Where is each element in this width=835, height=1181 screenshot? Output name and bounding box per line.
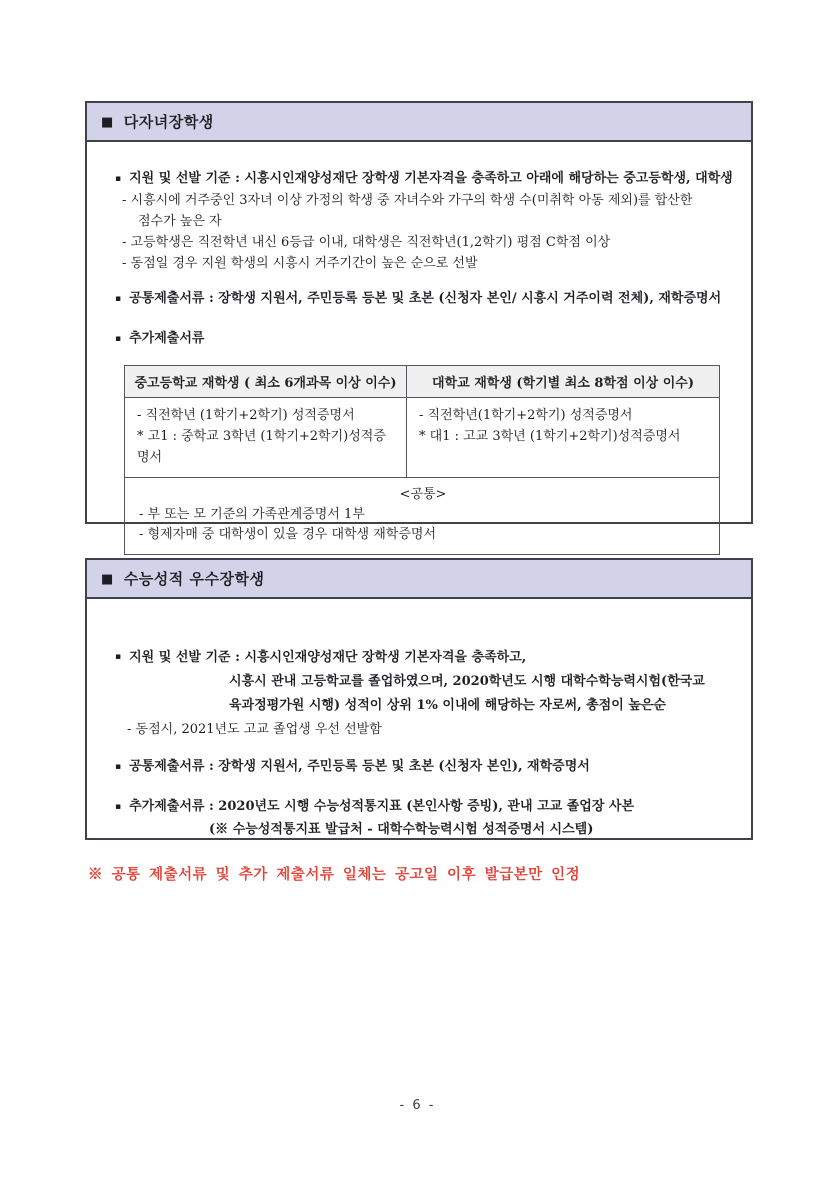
cell-line: * 대1 : 고교 3학년 (1학기+2학기)성적증명서 <box>419 429 681 444</box>
table-common-row <box>125 478 720 555</box>
table-body-row <box>125 398 720 478</box>
common-docs-line <box>115 756 737 778</box>
extra-docs-table <box>124 365 720 555</box>
criteria-sub-line: - 고등학생은 직전학년 내신 6등급 이내, 대학생은 직전학년(1,2학기) 평점 C학점 이상 <box>122 235 611 250</box>
section-multichild-scholarship <box>85 101 753 542</box>
criteria-continuation: 육과정평가원 시행) 성적이 상위 1% 이내에 해당하는 자로써, 총점이 높은순 <box>229 698 666 713</box>
criteria-sub-line: - 동점시, 2021년도 고교 졸업생 우선 선발함 <box>127 722 382 737</box>
page-number: - 6 - <box>399 1098 436 1113</box>
criteria-bullet-line <box>115 168 737 190</box>
bullet-square-icon: ▪ <box>115 762 122 772</box>
section-header-multichild <box>87 103 751 142</box>
extra-docs-continuation: (※ 수능성적통지표 발급처 - 대학수학능력시험 성적증명서 시스템) <box>209 822 594 837</box>
section-body-multichild <box>87 142 751 555</box>
table-cell-middle-high <box>125 398 407 478</box>
cell-line: - 직전학년(1학기+2학기) 성적증명서 <box>419 408 633 423</box>
bullet-square-icon: ▪ <box>115 652 122 662</box>
table-header-row <box>125 366 720 398</box>
extra-docs-label: 추가제출서류 <box>129 331 205 346</box>
criteria-bullet-line <box>115 646 737 670</box>
section-marker-icon: ■ <box>101 115 114 130</box>
criteria-continuation: 시흥시 관내 고등학교를 졸업하였으며, 2020학년도 시행 대학수학능력시험(한국교 <box>229 674 705 689</box>
red-notice-text: ※ 공통 제출서류 및 추가 제출서류 일체는 공고일 이후 발급본만 인정 <box>88 866 581 883</box>
extra-docs-text: 추가제출서류 : 2020년도 시행 수능성적통지표 (본인사항 증빙), 관내 고교 졸업장 사본 <box>129 799 635 814</box>
section-title: 다자녀장학생 <box>123 113 214 131</box>
bullet-square-icon: ▪ <box>115 802 122 812</box>
bullet-square-icon: ▪ <box>115 294 122 304</box>
common-cell-line: - 부 또는 모 기준의 가족관계증명서 1부 <box>139 507 365 522</box>
common-cell-title: <공통> <box>399 487 447 502</box>
extra-docs-line <box>115 796 737 818</box>
table-cell-university <box>407 398 720 478</box>
section-title: 수능성적 우수장학생 <box>123 570 265 588</box>
criteria-text: 지원 및 선발 기준 : 시흥시인재양성재단 장학생 기본자격을 충족하고 아래에 해당하는 중고등학생, 대학생 <box>129 171 733 186</box>
section-csat-scholarship <box>85 558 753 840</box>
common-docs-line <box>115 288 737 310</box>
table-header-university: 대학교 재학생 (학기별 최소 8학점 이상 이수) <box>407 366 720 398</box>
table-cell-common <box>125 478 720 555</box>
criteria-text: 지원 및 선발 기준 : 시흥시인재양성재단 장학생 기본자격을 충족하고, <box>129 650 527 665</box>
criteria-sub-line: - 시흥시에 거주중인 3자녀 이상 가정의 학생 중 자녀수와 가구의 학생 수(미취학 아동 제외)를 합산한 <box>122 193 693 208</box>
bullet-square-icon: ▪ <box>115 174 122 184</box>
common-docs-text: 공통제출서류 : 장학생 지원서, 주민등록 등본 및 초본 (신청자 본인/ 시흥시 거주이력 전체), 재학증명서 <box>129 291 722 306</box>
section-body-csat <box>87 599 751 842</box>
criteria-sub-line-wrap: 점수가 높은 자 <box>138 214 222 229</box>
common-docs-text: 공통제출서류 : 장학생 지원서, 주민등록 등본 및 초본 (신청자 본인), 재학증명서 <box>129 759 590 774</box>
common-cell-line: - 형제자매 중 대학생이 있을 경우 대학생 재학증명서 <box>139 527 437 542</box>
bullet-square-icon: ▪ <box>115 334 122 344</box>
cell-line: - 직전학년 (1학기+2학기) 성적증명서 <box>137 408 355 423</box>
table-header-middle-high: 중고등학교 재학생 ( 최소 6개과목 이상 이수) <box>125 366 407 398</box>
criteria-sub-line: - 동점일 경우 지원 학생의 시흥시 거주기간이 높은 순으로 선발 <box>122 256 478 271</box>
section-header-csat <box>87 560 751 599</box>
section-marker-icon: ■ <box>101 572 114 587</box>
cell-line: * 고1 : 중학교 3학년 (1학기+2학기)성적증명서 <box>137 429 386 465</box>
extra-docs-label-line <box>115 328 737 350</box>
